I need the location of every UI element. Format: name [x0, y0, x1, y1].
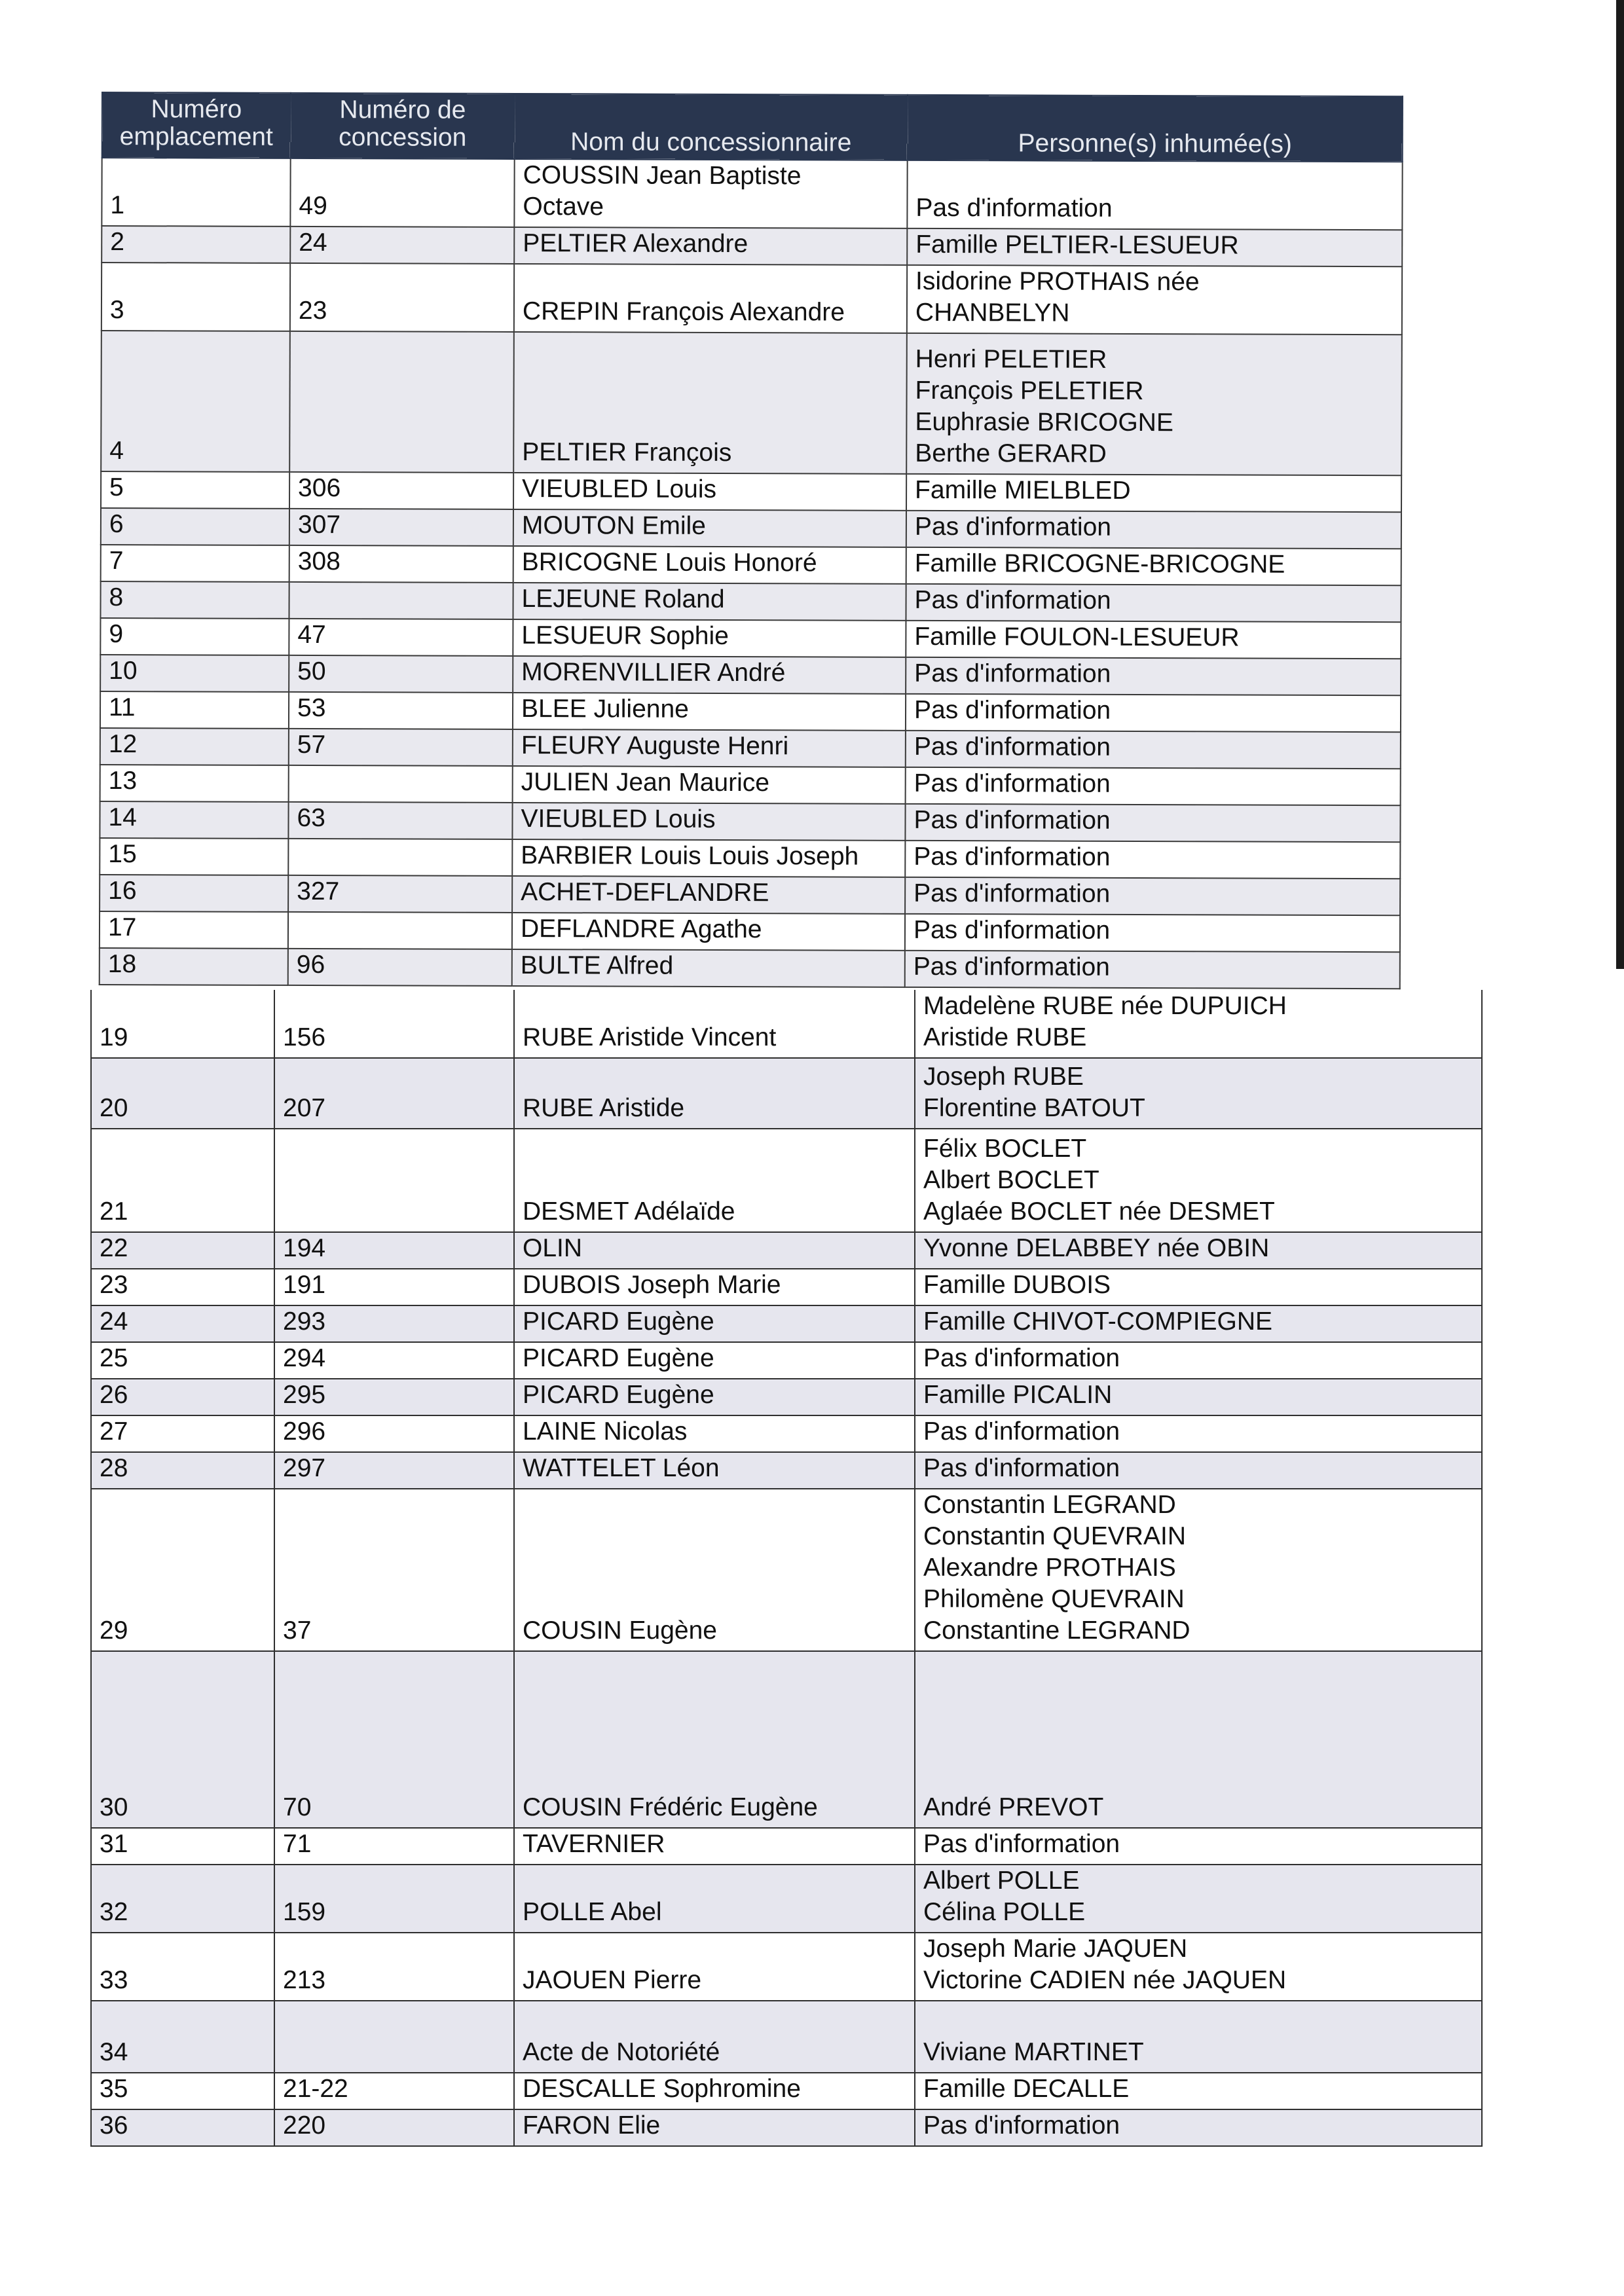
- table-row: [91, 1933, 1482, 2001]
- cell-nom: COUSIN Eugène: [514, 1489, 915, 1651]
- cell-emplacement: 36: [91, 2109, 274, 2146]
- cell-nom: RUBE Aristide: [514, 1058, 915, 1129]
- cell-concession: 327: [288, 875, 512, 913]
- table-row: [91, 1129, 1482, 1232]
- cell-concession: [289, 331, 514, 473]
- cell-personnes: Pas d'information: [906, 767, 1401, 805]
- cell-personnes: Pas d'information: [905, 877, 1400, 915]
- cell-emplacement: 10: [100, 655, 289, 692]
- cell-emplacement: 11: [100, 691, 289, 729]
- cell-nom: OLIN: [514, 1232, 915, 1269]
- cell-personnes: Famille FOULON-LESUEUR: [906, 621, 1401, 659]
- cell-concession: [289, 765, 513, 803]
- cell-nom: LEJEUNE Roland: [513, 583, 906, 621]
- cell-concession: 71: [274, 1828, 514, 1865]
- cell-nom: JULIEN Jean Maurice: [513, 766, 906, 804]
- cell-personnes: Pas d'information: [907, 160, 1402, 230]
- table-row: [91, 1651, 1482, 1828]
- cell-nom: RUBE Aristide Vincent: [514, 990, 915, 1058]
- cell-nom: PICARD Eugène: [514, 1305, 915, 1342]
- cell-concession: 306: [289, 472, 513, 509]
- cell-emplacement: 23: [91, 1269, 274, 1305]
- table-row: [101, 263, 1402, 335]
- table-row: [101, 226, 1402, 266]
- cell-concession: 194: [274, 1232, 514, 1269]
- cell-personnes: André PREVOT: [915, 1651, 1482, 1828]
- cell-personnes: Joseph Marie JAQUEN Victorine CADIEN née JAQUEN: [915, 1933, 1482, 2001]
- cell-nom: BARBIER Louis Louis Joseph: [512, 839, 905, 877]
- cell-emplacement: 7: [101, 545, 289, 582]
- cell-concession: 96: [288, 949, 512, 986]
- cell-emplacement: 31: [91, 1828, 274, 1865]
- cell-personnes: Yvonne DELABBEY née OBIN: [915, 1232, 1482, 1269]
- table-row: [91, 990, 1482, 1058]
- cell-concession: 57: [289, 729, 513, 766]
- cell-emplacement: 15: [100, 838, 288, 875]
- cell-emplacement: 29: [91, 1489, 274, 1651]
- cell-emplacement: 1: [101, 158, 290, 227]
- cell-emplacement: 24: [91, 1305, 274, 1342]
- cell-emplacement: 34: [91, 2001, 274, 2073]
- cell-emplacement: 30: [91, 1651, 274, 1828]
- table-row: [100, 875, 1400, 915]
- cell-nom: BULTE Alfred: [512, 949, 905, 987]
- cell-emplacement: 20: [91, 1058, 274, 1129]
- header-emplacement: Numéro emplacement: [102, 92, 291, 158]
- cell-emplacement: 22: [91, 1232, 274, 1269]
- table-row: [101, 545, 1401, 585]
- cell-nom: JAOUEN Pierre: [514, 1933, 915, 2001]
- cell-nom: DESMET Adélaïde: [514, 1129, 915, 1232]
- table-row: [101, 158, 1402, 230]
- cell-nom: PICARD Eugène: [514, 1379, 915, 1415]
- cell-concession: 23: [290, 263, 514, 332]
- cell-personnes: Pas d'information: [915, 1415, 1482, 1452]
- cell-personnes: Pas d'information: [906, 731, 1401, 769]
- cell-emplacement: 12: [100, 728, 289, 765]
- cell-nom: MOUTON Emile: [513, 509, 906, 547]
- cell-emplacement: 5: [101, 471, 289, 509]
- table-row: [100, 728, 1401, 769]
- cell-personnes: Pas d'information: [915, 1342, 1482, 1379]
- cell-nom: FLEURY Auguste Henri: [513, 729, 906, 767]
- cell-concession: [288, 839, 512, 876]
- cell-personnes: Pas d'information: [906, 584, 1401, 622]
- cell-concession: 191: [274, 1269, 514, 1305]
- cell-emplacement: 6: [101, 508, 289, 545]
- cell-personnes: Pas d'information: [906, 657, 1401, 695]
- cell-nom: PELTIER Alexandre: [514, 227, 907, 265]
- table-row: [101, 331, 1402, 475]
- cell-nom: DESCALLE Sophromine: [514, 2073, 915, 2109]
- table-body-part-1: [100, 158, 1403, 989]
- table-row: [100, 765, 1401, 805]
- cell-personnes: Famille MIELBLED: [906, 474, 1401, 512]
- cell-concession: 70: [274, 1651, 514, 1828]
- cell-nom: LESUEUR Sophie: [513, 619, 906, 657]
- table-row: [91, 1452, 1482, 1489]
- cell-nom: CREPIN François Alexandre: [514, 264, 907, 333]
- header-concession: Numéro de concession: [291, 93, 515, 159]
- cell-emplacement: 32: [91, 1865, 274, 1933]
- cell-emplacement: 3: [101, 263, 290, 331]
- cell-concession: 50: [289, 655, 513, 693]
- cell-nom: WATTELET Léon: [514, 1452, 915, 1489]
- cell-emplacement: 26: [91, 1379, 274, 1415]
- cell-emplacement: 9: [100, 618, 289, 655]
- cell-nom: COUSSIN Jean Baptiste Octave: [514, 159, 907, 228]
- cell-emplacement: 16: [100, 875, 288, 912]
- table-row: [100, 911, 1400, 952]
- cell-nom: DEFLANDRE Agathe: [512, 913, 905, 951]
- cell-emplacement: 35: [91, 2073, 274, 2109]
- cell-concession: [274, 2001, 514, 2073]
- cell-concession: 307: [289, 509, 513, 546]
- cell-nom: ACHET-DEFLANDRE: [512, 876, 905, 914]
- table-row: [91, 2001, 1482, 2073]
- table-row: [91, 1828, 1482, 1865]
- cell-concession: 156: [274, 990, 514, 1058]
- cell-concession: 49: [290, 158, 514, 227]
- concessions-table-part-1: [99, 92, 1403, 989]
- cell-emplacement: 14: [100, 801, 288, 839]
- table-row: [91, 1232, 1482, 1269]
- cell-nom: LAINE Nicolas: [514, 1415, 915, 1452]
- concessions-table-part-2: [90, 990, 1483, 2147]
- table-row: [91, 1342, 1482, 1379]
- cell-personnes: Pas d'information: [915, 2109, 1482, 2146]
- cell-emplacement: 13: [100, 765, 289, 802]
- cell-nom: VIEUBLED Louis: [512, 803, 905, 841]
- header-personnes: Personne(s) inhumée(s): [908, 95, 1403, 162]
- table-row: [100, 691, 1401, 732]
- cell-personnes: Félix BOCLET Albert BOCLET Aglaée BOCLET née DESMET: [915, 1129, 1482, 1232]
- table-row: [91, 2109, 1482, 2146]
- cell-nom: PELTIER François: [513, 332, 907, 474]
- cell-concession: 297: [274, 1452, 514, 1489]
- table-row: [100, 618, 1401, 659]
- cell-concession: 294: [274, 1342, 514, 1379]
- cell-concession: [288, 912, 512, 949]
- table-row: [100, 655, 1401, 695]
- cell-nom: MORENVILLIER André: [513, 656, 906, 694]
- cell-personnes: Pas d'information: [905, 804, 1400, 842]
- table-row: [91, 1489, 1482, 1651]
- table-row: [91, 2073, 1482, 2109]
- cell-personnes: Pas d'information: [906, 694, 1401, 732]
- cell-emplacement: 33: [91, 1933, 274, 2001]
- cell-concession: 37: [274, 1489, 514, 1651]
- cell-personnes: Pas d'information: [915, 1828, 1482, 1865]
- cell-nom: FARON Elie: [514, 2109, 915, 2146]
- scan-edge-shadow: [1616, 0, 1624, 969]
- cell-personnes: Pas d'information: [905, 841, 1400, 879]
- cell-personnes: Famille PELTIER-LESUEUR: [907, 228, 1402, 266]
- cell-emplacement: 4: [101, 331, 290, 472]
- cell-concession: 159: [274, 1865, 514, 1933]
- table-body-part-2: [91, 990, 1482, 2146]
- table-header-row: [102, 92, 1403, 162]
- table-row: [91, 1305, 1482, 1342]
- cell-nom: BLEE Julienne: [513, 693, 906, 731]
- cell-personnes: Madelène RUBE née DUPUICH Aristide RUBE: [915, 990, 1482, 1058]
- cell-personnes: Henri PELETIER François PELETIER Euphrasie BRICOGNE Berthe GERARD: [906, 333, 1402, 475]
- cell-emplacement: 27: [91, 1415, 274, 1452]
- cell-personnes: Famille DUBOIS: [915, 1269, 1482, 1305]
- cell-personnes: Famille CHIVOT-COMPIEGNE: [915, 1305, 1482, 1342]
- cell-personnes: Viviane MARTINET: [915, 2001, 1482, 2073]
- cell-personnes: Pas d'information: [906, 511, 1401, 549]
- cell-personnes: Famille DECALLE: [915, 2073, 1482, 2109]
- cell-emplacement: 25: [91, 1342, 274, 1379]
- cell-concession: 293: [274, 1305, 514, 1342]
- cell-concession: 296: [274, 1415, 514, 1452]
- cell-emplacement: 8: [100, 581, 289, 619]
- table-row: [101, 508, 1401, 549]
- cell-concession: 21-22: [274, 2073, 514, 2109]
- cell-personnes: Pas d'information: [915, 1452, 1482, 1489]
- cell-emplacement: 21: [91, 1129, 274, 1232]
- table-row: [91, 1415, 1482, 1452]
- cell-concession: [274, 1129, 514, 1232]
- cell-nom: PICARD Eugène: [514, 1342, 915, 1379]
- cell-concession: 53: [289, 692, 513, 729]
- cell-personnes: Constantin LEGRAND Constantin QUEVRAIN Alexandre PROTHAIS Philomène QUEVRAIN Constantine LEGRAND: [915, 1489, 1482, 1651]
- cell-nom: BRICOGNE Louis Honoré: [513, 546, 906, 584]
- cell-personnes: Albert POLLE Célina POLLE: [915, 1865, 1482, 1933]
- table-row: [100, 838, 1400, 879]
- cell-concession: [289, 582, 513, 619]
- cell-concession: 295: [274, 1379, 514, 1415]
- cell-concession: 47: [289, 619, 513, 656]
- table-row: [101, 471, 1401, 512]
- table-row: [91, 1269, 1482, 1305]
- cell-emplacement: 2: [101, 226, 290, 263]
- table-row: [100, 948, 1400, 989]
- cell-concession: 308: [289, 545, 513, 583]
- cell-nom: DUBOIS Joseph Marie: [514, 1269, 915, 1305]
- cell-emplacement: 18: [100, 948, 288, 985]
- cell-concession: 213: [274, 1933, 514, 2001]
- cell-concession: 24: [290, 227, 514, 264]
- cell-concession: 207: [274, 1058, 514, 1129]
- table-row: [91, 1865, 1482, 1933]
- cell-emplacement: 28: [91, 1452, 274, 1489]
- cell-nom: TAVERNIER: [514, 1828, 915, 1865]
- cell-personnes: Famille PICALIN: [915, 1379, 1482, 1415]
- cell-nom: VIEUBLED Louis: [513, 473, 906, 511]
- cell-nom: COUSIN Frédéric Eugène: [514, 1651, 915, 1828]
- table-row: [100, 581, 1401, 622]
- cell-emplacement: 17: [100, 911, 288, 949]
- cell-personnes: Isidorine PROTHAIS née CHANBELYN: [907, 265, 1402, 335]
- cell-personnes: Pas d'information: [905, 951, 1400, 989]
- cell-nom: POLLE Abel: [514, 1865, 915, 1933]
- cell-nom: Acte de Notoriété: [514, 2001, 915, 2073]
- table-row: [91, 1379, 1482, 1415]
- table-row: [100, 801, 1400, 842]
- header-nom: Nom du concessionnaire: [515, 94, 908, 160]
- cell-concession: 220: [274, 2109, 514, 2146]
- cell-personnes: Famille BRICOGNE-BRICOGNE: [906, 547, 1401, 585]
- cell-personnes: Joseph RUBE Florentine BATOUT: [915, 1058, 1482, 1129]
- cell-emplacement: 19: [91, 990, 274, 1058]
- cell-personnes: Pas d'information: [905, 914, 1400, 952]
- cell-concession: 63: [288, 802, 512, 839]
- table-row: [91, 1058, 1482, 1129]
